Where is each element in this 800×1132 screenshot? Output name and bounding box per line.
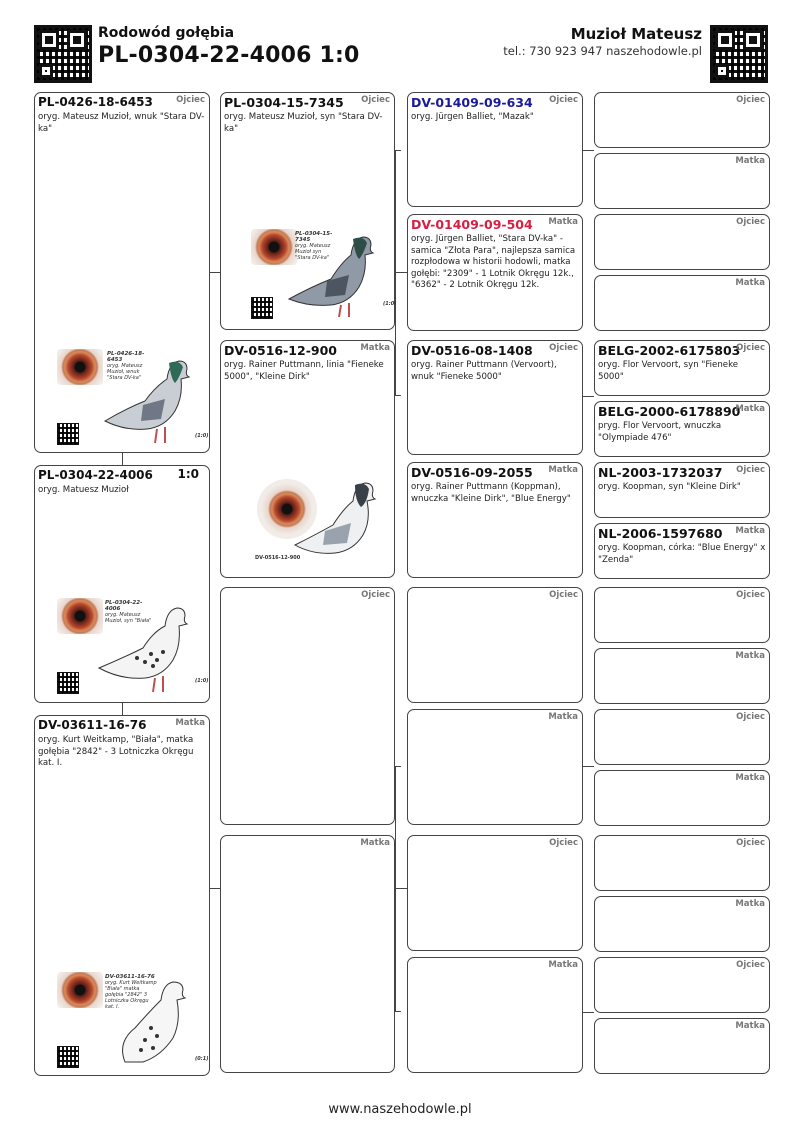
document-title: PL-0304-22-4006 1:0 (98, 43, 360, 68)
pedigree-box-g4 (594, 462, 770, 518)
connector (210, 272, 220, 273)
pedigree-box-g3 (407, 92, 583, 207)
connector (395, 272, 407, 273)
photo-caption: PL-0426-18-6453 oryg. Mateusz Muzioł, wnuk "Stara DV-ka" (107, 351, 145, 381)
ring-number: DV-01409-09-504 (411, 217, 533, 232)
photo-caption: DV-03611-16-76 oryg. Kurt Weitkamp "Biała" matka gołębia "2842" 3 Lotniczka Okręgu kat. I. (105, 974, 157, 1010)
connector (210, 888, 220, 889)
bird-description: oryg. Koopman, córka: "Blue Energy" x "Zenda" (598, 543, 766, 565)
ring-number: PL-0304-22-4006 (38, 468, 153, 482)
bird-description: pryg. Flor Vervoort, wnuczka "Olympiade 476" (598, 421, 722, 443)
connector (583, 150, 594, 151)
sex-label: Ojciec (549, 343, 578, 353)
bird-photo (55, 349, 209, 449)
photo-caption: PL-0304-22-4006 oryg. Mateusz Muzioł, syn "Biała" (105, 600, 152, 624)
sex-label: 1:0 (177, 467, 199, 481)
photo-qr-icon (57, 1046, 79, 1068)
ring-number: DV-03611-16-76 (38, 718, 147, 732)
pedigree-box-empty (407, 709, 583, 825)
photo-gender: (1:0) (383, 301, 397, 307)
ring-number: DV-01409-09-634 (411, 95, 533, 110)
bird-photo (55, 598, 209, 698)
connector (122, 453, 123, 465)
ring-number: DV-0516-12-900 (224, 343, 337, 358)
connector (583, 766, 594, 767)
sex-label: Matka (548, 217, 578, 227)
bird-photo (55, 972, 209, 1072)
pedigree-box-dam (34, 715, 210, 1076)
bird-description: oryg. Koopman, syn "Kleine Dirk" (598, 482, 741, 492)
ring-number: NL-2003-1732037 (598, 465, 723, 480)
pedigree-box-empty (594, 709, 770, 765)
bird-description: oryg. Kurt Weitkamp, "Biała", matka gołębia "2842" - 3 Lotniczka Okręgu kat. I. (38, 735, 194, 768)
sex-label: Ojciec (736, 465, 765, 475)
pedigree-box-empty (407, 835, 583, 951)
qr-code-left (34, 25, 92, 83)
photo-gender: (1:0) (195, 678, 209, 684)
connector (583, 396, 594, 397)
pedigree-box-empty (407, 957, 583, 1073)
ring-number: PL-0304-15-7345 (224, 95, 344, 110)
sex-label: Matka (735, 526, 765, 536)
sex-label: Ojciec (549, 590, 578, 600)
ring-number: BELG-2002-6175803 (598, 343, 741, 358)
sex-label: Ojciec (361, 590, 390, 600)
pedigree-box-empty (594, 896, 770, 952)
pigeon-icon (285, 475, 385, 565)
photo-qr-icon (251, 297, 273, 319)
pedigree-box-empty (594, 214, 770, 270)
sex-label: Matka (735, 404, 765, 414)
bird-photo (251, 475, 391, 573)
sex-label: Ojciec (549, 838, 578, 848)
pedigree-box-empty (594, 835, 770, 891)
pigeon-icon (93, 598, 193, 698)
connector (395, 888, 407, 889)
pigeon-icon (281, 225, 381, 321)
sex-label: Matka (548, 960, 578, 970)
pedigree-box-empty (594, 648, 770, 704)
sex-label: Ojciec (736, 960, 765, 970)
connector (395, 150, 401, 396)
sex-label: Matka (548, 465, 578, 475)
bird-description: oryg. Jürgen Balliet, "Stara DV-ka" - samica "Złota Para", najlepsza samica rozpłodowa w historii hodowli, matka gołębi: "2309" - 1 Lotnik Okręgu 12k., "6362" - 2 Lotnik Okręgu 12k. (411, 234, 576, 290)
pigeon-icon (95, 972, 195, 1072)
bird-description: oryg. Flor Vervoort, syn "Fieneke 5000" (598, 360, 739, 382)
bird-description: oryg. Rainer Puttmann, linia "Fieneke 5000", "Kleine Dirk" (224, 360, 384, 382)
pedigree-box-empty (220, 835, 395, 1073)
sex-label: Matka (548, 712, 578, 722)
sex-label: Matka (735, 773, 765, 783)
photo-caption: PL-0304-15-7345 oryg. Mateusz Muzioł syn "Stara DV-ka" (295, 231, 333, 261)
sex-label: Matka (175, 718, 205, 728)
ring-number: PL-0426-18-6453 (38, 95, 153, 109)
sex-label: Matka (360, 838, 390, 848)
sex-label: Ojciec (736, 838, 765, 848)
pedigree-box-empty (407, 587, 583, 703)
sex-label: Ojciec (736, 343, 765, 353)
pedigree-box-empty (594, 153, 770, 209)
bird-description: oryg. Rainer Puttmann (Vervoort), wnuk "Fieneke 5000" (411, 360, 557, 382)
sex-label: Ojciec (736, 95, 765, 105)
ring-number: NL-2006-1597680 (598, 526, 723, 541)
ring-number: DV-0516-08-1408 (411, 343, 533, 358)
sex-label: Matka (360, 343, 390, 353)
sex-label: Ojciec (736, 712, 765, 722)
pedigree-box-empty (220, 587, 395, 825)
pedigree-box-grandsire (220, 92, 395, 330)
pedigree-box-subject (34, 465, 210, 703)
connector (122, 703, 123, 715)
pedigree-box-empty (594, 275, 770, 331)
sex-label: Ojciec (736, 217, 765, 227)
pedigree-box-sire (34, 92, 210, 453)
photo-qr-icon (57, 672, 79, 694)
sex-label: Ojciec (736, 590, 765, 600)
pedigree-box-g4 (594, 401, 770, 457)
connector (583, 1012, 594, 1013)
photo-gender: (0:1) (195, 1056, 209, 1062)
pigeon-icon (95, 349, 195, 449)
photo-code: DV-0516-12-900 (255, 555, 301, 561)
sex-label: Ojciec (549, 95, 578, 105)
pedigree-box-empty (594, 957, 770, 1013)
pedigree-box-g4 (594, 523, 770, 579)
bird-description: oryg. Mateusz Muzioł, wnuk "Stara DV-ka" (38, 112, 205, 134)
connector (395, 766, 401, 1012)
bird-description: oryg. Mateusz Muzioł, syn "Stara DV-ka" (224, 112, 383, 134)
sex-label: Matka (735, 278, 765, 288)
pedigree-box-granddam (220, 340, 395, 578)
pedigree-box-g3 (407, 462, 583, 578)
bird-photo (251, 225, 397, 325)
photo-gender: (1:0) (195, 433, 209, 439)
document-subtitle: Rodowód gołębia (98, 25, 235, 41)
sex-label: Matka (735, 651, 765, 661)
owner-name: Muzioł Mateusz (570, 25, 702, 43)
ring-number: BELG-2000-6178890 (598, 404, 741, 419)
pedigree-box-g3 (407, 214, 583, 331)
pedigree-box-g3 (407, 340, 583, 455)
pedigree-box-empty (594, 770, 770, 826)
pedigree-box-g4 (594, 340, 770, 396)
pedigree-box-empty (594, 1018, 770, 1074)
pedigree-box-empty (594, 92, 770, 148)
photo-qr-icon (57, 423, 79, 445)
sex-label: Matka (735, 156, 765, 166)
owner-contact: tel.: 730 923 947 naszehodowle.pl (503, 44, 702, 58)
bird-description: oryg. Jürgen Balliet, "Mazak" (411, 112, 534, 122)
bird-description: oryg. Rainer Puttmann (Koppman), wnuczka "Kleine Dirk", "Blue Energy" (411, 482, 571, 504)
qr-code-right (710, 25, 768, 83)
pedigree-box-empty (594, 587, 770, 643)
footer-url: www.naszehodowle.pl (328, 1102, 472, 1117)
sex-label: Ojciec (361, 95, 390, 105)
bird-description: oryg. Matuesz Muzioł (38, 485, 129, 495)
sex-label: Matka (735, 899, 765, 909)
sex-label: Ojciec (176, 95, 205, 105)
sex-label: Matka (735, 1021, 765, 1031)
ring-number: DV-0516-09-2055 (411, 465, 533, 480)
